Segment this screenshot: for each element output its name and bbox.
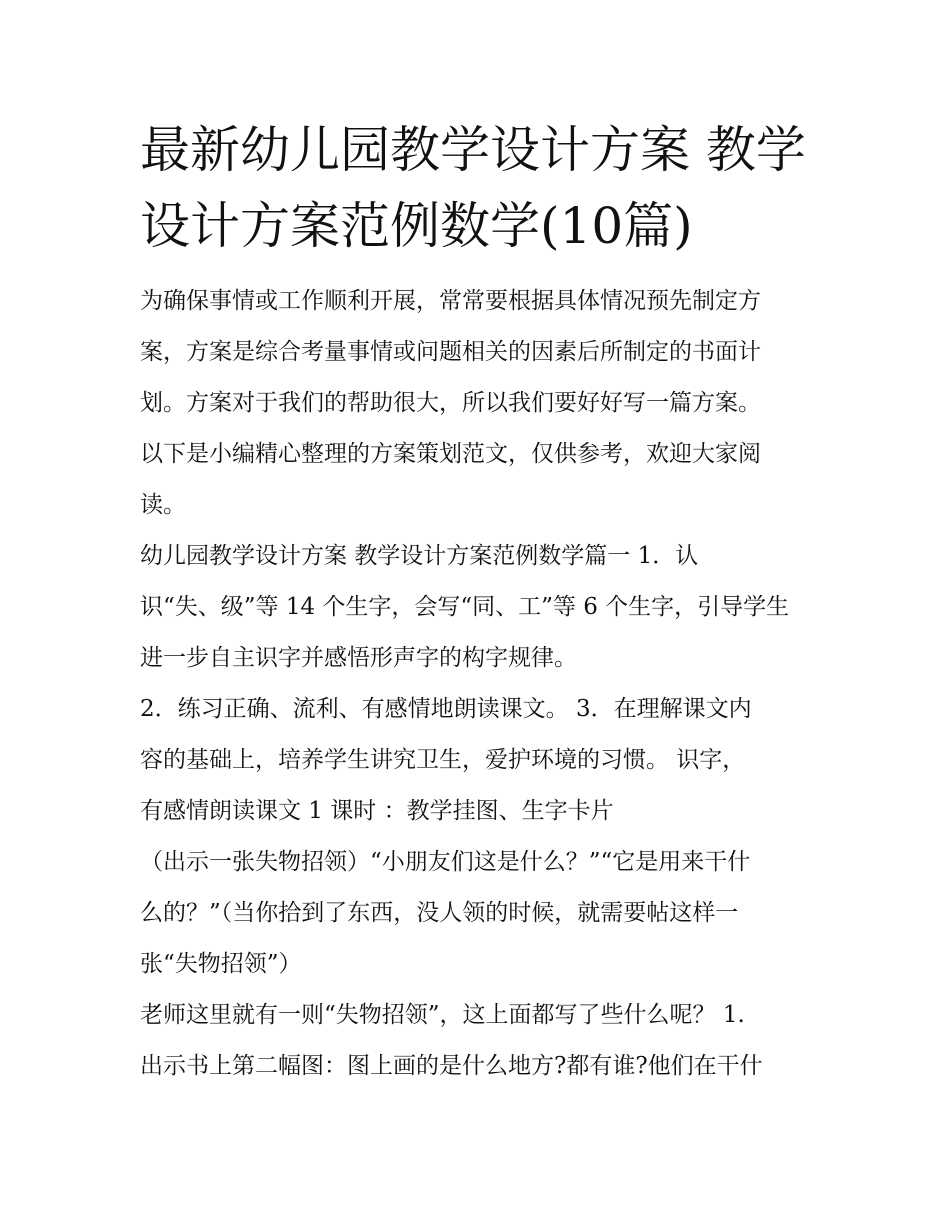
body-line: 出示书上第二幅图：图上画的是什么地方?都有谁?他们在干什 [140, 1053, 763, 1079]
body-line: 张“失物招领”） [140, 951, 302, 977]
body-line: 么的？”（当你拾到了东西，没人领的时候，就需要帖这样一 [140, 900, 739, 926]
body-line: 划。方案对于我们的帮助很大，所以我们要好好写一篇方案。 [140, 390, 761, 416]
body-line: （出示一张失物招领）“小朋友们这是什么？”“它是用来干什 [140, 849, 751, 875]
body-line: 读。 [140, 492, 186, 518]
body-text [140, 276, 830, 1092]
body-line: 以下是小编精心整理的方案策划范文，仅供参考，欢迎大家阅 [140, 441, 761, 467]
title-line-1: 最新幼儿园教学设计方案 教学 [140, 121, 806, 179]
body-line: 2．练习正确、流利、有感情地朗读课文。 3．在理解课文内 [140, 696, 752, 722]
page-title [140, 112, 830, 264]
body-line: 进一步自主识字并感悟形声字的构字规律。 [140, 645, 577, 671]
body-line: 识“失、级”等 14 个生字，会写“同、工”等 6 个生字，引导学生 [140, 594, 790, 620]
title-line-2: 设计方案范例数学(10篇) [140, 197, 693, 255]
body-line: 有感情朗读课文 1 课时 ：教学挂图、生字卡片 [140, 798, 614, 824]
body-line: 案，方案是综合考量事情或问题相关的因素后所制定的书面计 [140, 339, 761, 365]
body-line: 容的基础上，培养学生讲究卫生，爱护环境的习惯。 识字， [140, 747, 746, 773]
body-line: 为确保事情或工作顺利开展，常常要根据具体情况预先制定方 [140, 288, 761, 314]
body-line: 老师这里就有一则“失物招领”，这上面都写了些什么呢？ 1. [140, 1002, 745, 1028]
body-line: 幼儿园教学设计方案 教学设计方案范例数学篇一 1．认 [140, 543, 699, 569]
